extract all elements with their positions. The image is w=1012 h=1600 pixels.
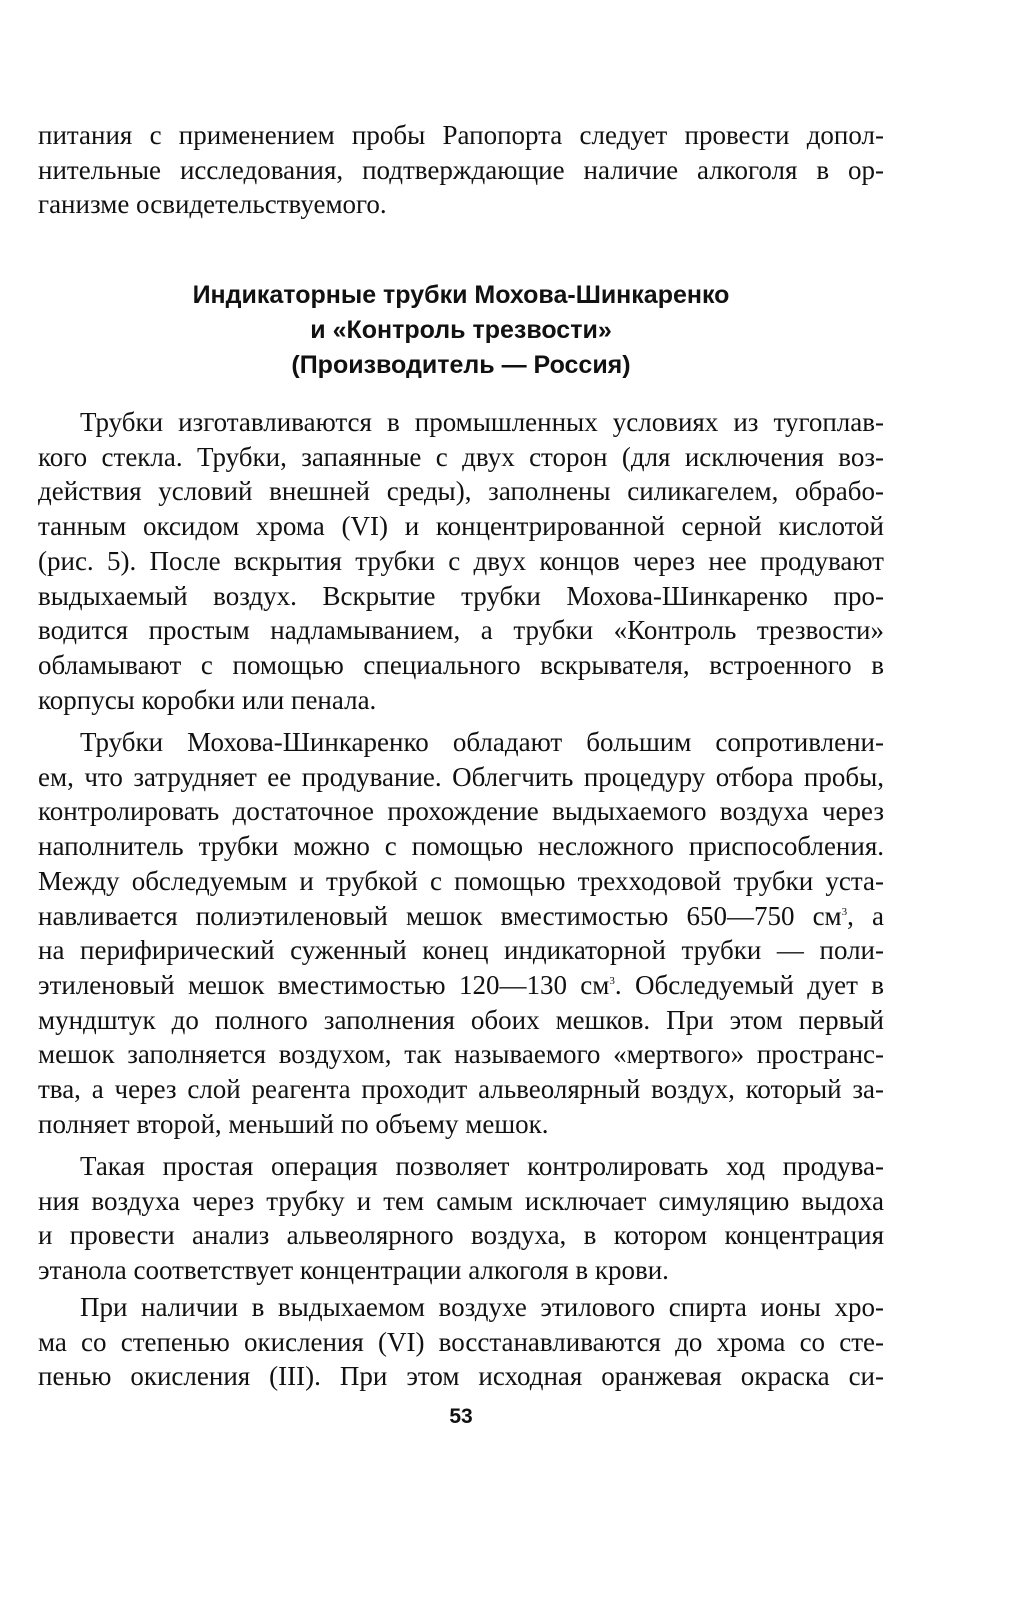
- text-line: (рис. 5). После вскрытия трубки с двух концов через нее продувают: [38, 545, 884, 576]
- text-line: танным оксидом хрома (VI) и концентрированной серной кислотой: [38, 511, 884, 542]
- text-line: При наличии в выдыхаемом воздухе этилового спирта ионы хро-: [80, 1292, 884, 1322]
- text-fragment: навливается полиэтиленовый мешок вместимостью 650—750 см: [38, 900, 842, 931]
- heading-line: и «Контроль трезвости»: [310, 316, 612, 344]
- text-line: действия условий внешней среды), заполнены силикагелем, обрабо-: [38, 476, 884, 507]
- paragraph-simple-operation: [38, 1149, 884, 1288]
- text-line: кого стекла. Трубки, запаянные с двух сторон (для исключения воз-: [38, 441, 884, 472]
- text-line: [38, 899, 884, 934]
- superscript: 3: [841, 905, 848, 918]
- text-line: обламывают с помощью специального вскрывателя, встроенного в: [38, 649, 884, 680]
- text-fragment: . Обследуемый дует в: [614, 969, 884, 1000]
- superscript: 3: [609, 974, 615, 987]
- paragraph-chromium-reaction: [38, 1290, 884, 1394]
- section-heading: [38, 278, 884, 383]
- text-line: этанола соответствует концентрации алкоголя в крови.: [38, 1255, 669, 1286]
- text-line: ма со степенью окисления (VI) восстанавливаются до хрома со сте-: [38, 1326, 884, 1357]
- text-line: пенью окисления (III). При этом исходная оранжевая окраска си-: [38, 1361, 884, 1392]
- text-line: водится простым надламыванием, а трубки «Контроль трезвости»: [38, 615, 884, 646]
- paragraph-sampling-device: [38, 725, 884, 1141]
- intro-paragraph: [38, 118, 884, 222]
- book-page: [38, 0, 884, 1600]
- text-line: ем, что затрудняет ее продувание. Облегчить процедуру отбора пробы,: [38, 761, 884, 792]
- text-line: полняет второй, меньший по объему мешок.: [38, 1108, 549, 1139]
- text-line: мундштук до полного заполнения обоих мешков. При этом первый: [38, 1004, 884, 1035]
- text-line: тва, а через слой реагента проходит альвеолярный воздух, который за-: [38, 1074, 884, 1105]
- text-line: и провести анализ альвеолярного воздуха, в котором концентрация: [38, 1220, 884, 1251]
- text-line: мешок заполняется воздухом, так называемого «мертвого» пространс-: [38, 1039, 884, 1070]
- text-fragment: , а: [847, 900, 885, 931]
- text-line: ганизме освидетельствуемого.: [38, 189, 387, 220]
- text-line: Такая простая операция позволяет контролировать ход продува-: [80, 1151, 884, 1181]
- text-line: Трубки Мохова-Шинкаренко обладают большим сопротивлени-: [80, 727, 884, 757]
- text-line: Между обследуемым и трубкой с помощью трехходовой трубки уста-: [38, 865, 884, 896]
- text-fragment: этиленовый мешок вместимостью 120—130 см: [38, 969, 610, 1000]
- paragraph-tubes-description: [38, 405, 884, 717]
- page-number: 53: [449, 1405, 473, 1428]
- text-line: выдыхаемый воздух. Вскрытие трубки Мохова-Шинкаренко про-: [38, 580, 884, 611]
- heading-line: Индикаторные трубки Мохова-Шинкаренко: [192, 281, 730, 309]
- heading-line: (Производитель — Россия): [291, 351, 631, 379]
- text-line: контролировать достаточное прохождение выдыхаемого воздуха через: [38, 796, 884, 827]
- text-line: ния воздуха через трубку и тем самым исключает симуляцию выдоха: [38, 1185, 884, 1216]
- text-line: Трубки изготавливаются в промышленных условиях из тугоплав-: [80, 407, 884, 437]
- text-line: питания с применением пробы Рапопорта следует провести допол-: [38, 120, 884, 150]
- text-line: [38, 968, 884, 1003]
- text-line: на перифирический суженный конец индикаторной трубки — поли-: [38, 935, 884, 966]
- text-line: наполнитель трубки можно с помощью несложного приспособления.: [38, 831, 884, 862]
- text-line: нительные исследования, подтверждающие наличие алкоголя в ор-: [38, 154, 884, 185]
- text-line: корпусы коробки или пенала.: [38, 684, 377, 715]
